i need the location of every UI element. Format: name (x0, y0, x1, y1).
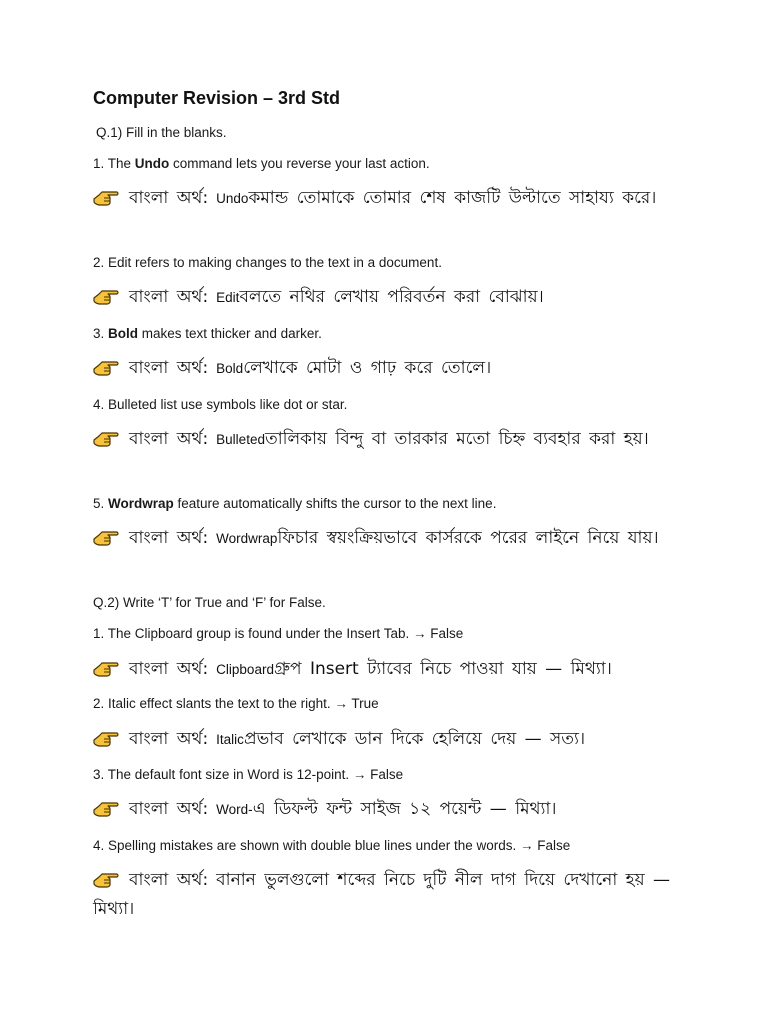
bangla-label: বাংলা অর্থ: (129, 659, 209, 679)
q1-item-2: 2. Edit refers to making changes to the text in a document. (93, 255, 442, 270)
bangla-label: বাংলা অর্থ: (129, 287, 209, 307)
q1-heading: Q.1) Fill in the blanks. (96, 125, 227, 140)
q1-item-5: 5. Wordwrap feature automatically shifts the cursor to the next line. (93, 496, 497, 511)
q2-item-2: 2. Italic effect slants the text to the right. → True (93, 696, 379, 711)
q1-item-4: 4. Bulleted list use symbols like dot or star. (93, 397, 348, 412)
pointing-hand-icon (93, 359, 119, 377)
english-term: Clipboard (216, 662, 274, 677)
bangla-text: বলতে নথির লেখায় পরিবর্তন করা বোঝায়। (239, 287, 544, 307)
bangla-label: বাংলা অর্থ: (129, 528, 209, 548)
bangla-label: বাংলা অর্থ: (129, 729, 209, 749)
pointing-hand-icon (93, 660, 119, 678)
q2-item-1: 1. The Clipboard group is found under the Insert Tab. → False (93, 626, 464, 641)
bangla-label: বাংলা অর্থ: (129, 358, 209, 378)
q1-item-3-translation (93, 354, 678, 383)
english-term: Italic (216, 732, 244, 747)
bangla-label: বাংলা অর্থ: (129, 870, 209, 890)
bangla-label: বাংলা অর্থ: (129, 188, 209, 208)
english-term: Bold (216, 361, 244, 376)
bangla-text: ফিচার স্বয়ংক্রিয়ভাবে কার্সরকে পরের লাইনে নিয়ে যায়। (277, 528, 659, 548)
pointing-hand-icon (93, 288, 119, 306)
bangla-text: কমান্ড তোমাকে তোমার শেষ কাজটি উল্টাতে সাহায্য করে। (248, 188, 657, 208)
english-term: Bulleted (216, 432, 265, 447)
bangla-text: তালিকায় বিন্দু বা তারকার মতো চিহ্ন ব্যবহার করা হয়। (264, 429, 649, 449)
q2-item-1-translation (93, 655, 678, 684)
pointing-hand-icon (93, 529, 119, 547)
english-term: Undo (216, 191, 249, 206)
page-title: Computer Revision – 3rd Std (93, 88, 341, 108)
english-term: Word- (216, 802, 253, 817)
bangla-label: বাংলা অর্থ: (129, 429, 209, 449)
english-term: Wordwrap (216, 531, 278, 546)
q1-item-2-translation (93, 283, 678, 312)
pointing-hand-icon (93, 871, 119, 889)
bangla-text: প্রভাব লেখাকে ডান দিকে হেলিয়ে দেয় — সত্য। (243, 729, 586, 749)
q2-item-3: 3. The default font size in Word is 12-point. → False (93, 767, 404, 782)
q2-item-3-translation (93, 795, 678, 824)
bangla-text: বানান ভুলগুলো শব্দের নিচে দুটি নীল দাগ দিয়ে দেখানো হয় — মিথ্যা। (93, 870, 671, 919)
pointing-hand-icon (93, 800, 119, 818)
q2-item-2-translation (93, 725, 678, 754)
q1-item-1-translation (93, 184, 678, 213)
q2-item-4: 4. Spelling mistakes are shown with double blue lines under the words. → False (93, 838, 571, 853)
bangla-label: বাংলা অর্থ: (129, 799, 209, 819)
pointing-hand-icon (93, 430, 119, 448)
bangla-text: এ ডিফল্ট ফন্ট সাইজ ১২ পয়েন্ট — মিথ্যা। (252, 799, 557, 819)
bangla-text: গ্রুপ Insert ট্যাবের নিচে পাওয়া যায় — মিথ্যা। (273, 659, 612, 679)
q1-item-1: 1. The Undo command lets you reverse your last action. (93, 156, 430, 171)
bangla-text: লেখাকে মোটা ও গাঢ় করে তোলে। (243, 358, 492, 378)
q2-heading: Q.2) Write ‘T’ for True and ‘F’ for False. (93, 595, 326, 610)
q2-item-4-translation (93, 866, 678, 924)
q1-item-4-translation (93, 425, 678, 454)
pointing-hand-icon (93, 189, 119, 207)
q1-item-5-translation (93, 524, 678, 553)
pointing-hand-icon (93, 730, 119, 748)
q1-item-3: 3. Bold makes text thicker and darker. (93, 326, 322, 341)
english-term: Edit (216, 290, 240, 305)
